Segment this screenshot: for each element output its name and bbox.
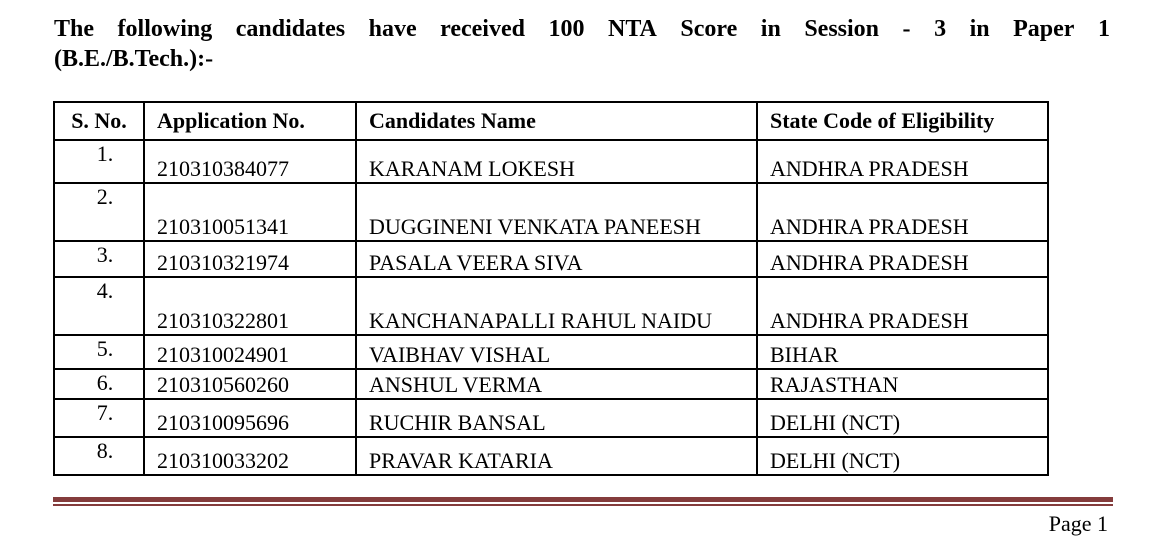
heading-word: 1	[1097, 16, 1110, 42]
heading-word: Score	[680, 16, 738, 42]
table-row	[54, 277, 1048, 335]
page-heading	[54, 14, 1110, 74]
cell-state: BIHAR	[757, 335, 1048, 369]
cell-candidate-name: VAIBHAV VISHAL	[356, 335, 757, 369]
column-header-application-no: Application No.	[144, 102, 356, 140]
results-table	[53, 101, 1049, 476]
heading-word: following	[117, 16, 213, 42]
footer-rule-thin	[53, 504, 1113, 506]
heading-word: in	[760, 16, 781, 42]
table-header-row	[54, 102, 1048, 140]
cell-sno: 2.	[60, 183, 150, 241]
cell-sno: 6.	[60, 369, 150, 399]
cell-application-no: 210310051341	[144, 183, 356, 241]
heading-line-1	[54, 14, 1110, 44]
table-row	[54, 437, 1048, 475]
cell-sno: 3.	[60, 241, 150, 277]
heading-word: received	[440, 16, 525, 42]
heading-word: candidates	[235, 16, 346, 42]
cell-state: DELHI (NCT)	[757, 437, 1048, 475]
cell-candidate-name: RUCHIR BANSAL	[356, 399, 757, 437]
cell-state: ANDHRA PRADESH	[757, 183, 1048, 241]
table-row	[54, 241, 1048, 277]
cell-sno: 8.	[60, 437, 150, 475]
cell-state: ANDHRA PRADESH	[757, 277, 1048, 335]
table-row	[54, 183, 1048, 241]
cell-application-no: 210310384077	[144, 140, 356, 183]
heading-word: have	[368, 16, 417, 42]
cell-sno: 7.	[60, 399, 150, 437]
cell-application-no: 210310033202	[144, 437, 356, 475]
cell-candidate-name: PRAVAR KATARIA	[356, 437, 757, 475]
cell-candidate-name: ANSHUL VERMA	[356, 369, 757, 399]
cell-application-no: 210310322801	[144, 277, 356, 335]
cell-sno: 1.	[60, 140, 150, 183]
heading-line-2: (B.E./B.Tech.):-	[54, 46, 214, 72]
cell-candidate-name: KANCHANAPALLI RAHUL NAIDU	[356, 277, 757, 335]
column-header-state: State Code of Eligibility	[757, 102, 1048, 140]
cell-application-no: 210310024901	[144, 335, 356, 369]
cell-application-no: 210310095696	[144, 399, 356, 437]
heading-word: NTA	[608, 16, 657, 42]
cell-application-no: 210310560260	[144, 369, 356, 399]
cell-application-no: 210310321974	[144, 241, 356, 277]
cell-state: RAJASTHAN	[757, 369, 1048, 399]
table-row	[54, 140, 1048, 183]
heading-word: 100	[548, 16, 585, 42]
table-row	[54, 369, 1048, 399]
footer-rule-thick	[53, 497, 1113, 502]
cell-candidate-name: DUGGINENI VENKATA PANEESH	[356, 183, 757, 241]
heading-word: The	[54, 16, 95, 42]
heading-word: Session	[804, 16, 880, 42]
cell-state: ANDHRA PRADESH	[757, 241, 1048, 277]
cell-state: DELHI (NCT)	[757, 399, 1048, 437]
heading-word: -	[902, 16, 911, 42]
cell-state: ANDHRA PRADESH	[757, 140, 1048, 183]
heading-word: in	[969, 16, 990, 42]
heading-word: Paper	[1013, 16, 1075, 42]
cell-sno: 5.	[60, 335, 150, 369]
table-row	[54, 399, 1048, 437]
heading-word: 3	[934, 16, 947, 42]
cell-sno: 4.	[60, 277, 150, 335]
table-row	[54, 335, 1048, 369]
cell-candidate-name: KARANAM LOKESH	[356, 140, 757, 183]
column-header-candidate-name: Candidates Name	[356, 102, 757, 140]
cell-candidate-name: PASALA VEERA SIVA	[356, 241, 757, 277]
column-header-sno: S. No.	[54, 102, 144, 140]
page-number: Page 1	[1048, 511, 1108, 536]
